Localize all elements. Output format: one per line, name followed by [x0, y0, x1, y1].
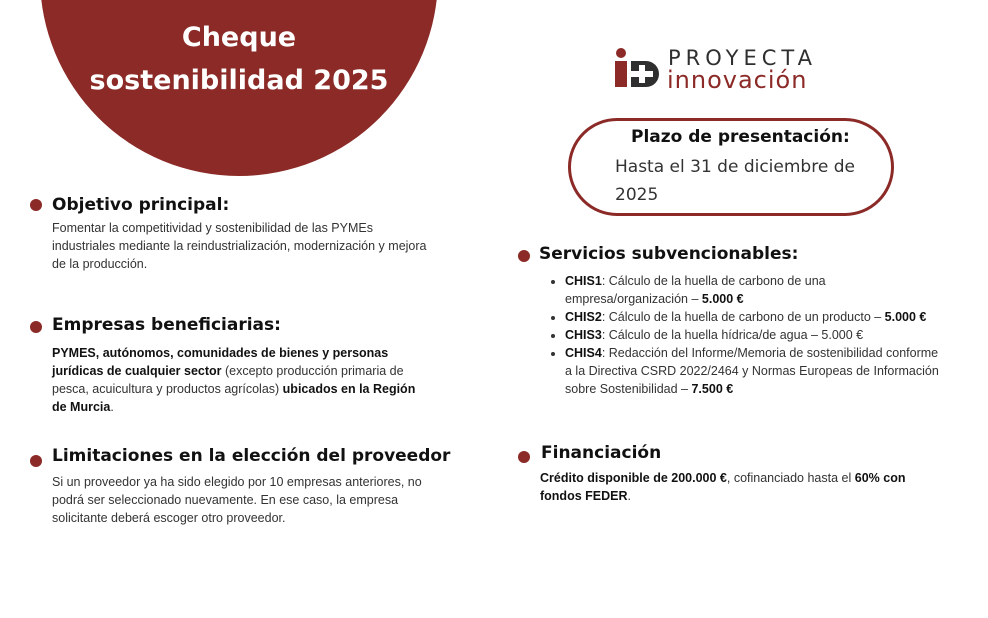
objetivo-heading: Objetivo principal:: [52, 195, 230, 215]
circle-bullet-icon: [518, 250, 530, 262]
circle-bullet-icon: [30, 199, 42, 211]
circle-bullet-icon: [518, 451, 530, 463]
servicio-code: CHIS4: [565, 346, 602, 360]
financiacion-text-2: .: [627, 489, 631, 503]
servicio-code: CHIS3: [565, 328, 602, 342]
deadline-heading: Plazo de presentación:: [631, 127, 850, 147]
list-item: [565, 272, 940, 308]
objetivo-body: Fomentar la competitividad y sostenibilidad de las PYMEs industriales mediante la reindustrialización, modernización y mejora de la producción.: [52, 221, 427, 271]
list-item: [565, 326, 940, 344]
logo-text-top: PROYECTA: [668, 46, 817, 70]
page-title-line1: Cheque: [181, 22, 297, 53]
list-item: [565, 344, 940, 398]
servicios-heading: Servicios subvencionables:: [539, 244, 799, 264]
servicio-text: : Cálculo de la huella hídrica/de agua – 5.000 €: [601, 328, 864, 342]
servicio-amount: 5.000 €: [701, 292, 744, 306]
financiacion-body: [540, 469, 930, 505]
financiacion-heading: Financiación: [541, 443, 662, 463]
proyecta-logo-icon: [612, 46, 662, 92]
financiacion-bold-1: Crédito disponible de 200.000 €: [540, 471, 727, 485]
servicio-text: : Cálculo de la huella de carbono de una empresa/organización –: [565, 274, 826, 306]
limitaciones-heading: Limitaciones en la elección del proveedor: [52, 446, 451, 466]
empresas-body-text-1: (excepto producción primaria de pesca, acuicultura y productos agrícolas): [52, 364, 404, 396]
empresas-body-text-2: .: [110, 400, 114, 414]
servicios-list: [550, 272, 940, 398]
servicio-code: CHIS2: [565, 310, 602, 324]
list-item: [565, 308, 940, 326]
deadline-text: Hasta el 31 de diciembre de 2025: [615, 157, 855, 205]
logo-text-bottom: innovación: [667, 66, 808, 94]
circle-bullet-icon: [30, 321, 42, 333]
financiacion-text-1: , cofinanciado hasta el: [726, 471, 855, 485]
proyecta-innovacion-logo: [612, 46, 842, 96]
servicio-text: : Redacción del Informe/Memoria de sostenibilidad conforme a la Directiva CSRD 2022/2464 y Normas Europeas de Información sobre Sostenibilidad –: [565, 346, 939, 396]
page-title-line2: sostenibilidad 2025: [89, 65, 389, 96]
empresas-heading: Empresas beneficiarias:: [52, 315, 281, 335]
limitaciones-body: Si un proveedor ya ha sido elegido por 10 empresas anteriores, no podrá ser seleccionado nuevamente. En ese caso, la empresa solicitante deberá escoger otro proveedor.: [52, 475, 422, 525]
empresas-body-bold-2: ubicados en la Región de Murcia: [52, 382, 416, 414]
deadline-box: [568, 118, 894, 216]
servicio-amount: 7.500 €: [691, 382, 734, 396]
financiacion-bold-2: 60% con fondos FEDER: [540, 471, 906, 503]
empresas-body: [52, 344, 432, 416]
page-title: [40, 16, 438, 102]
servicio-text: : Cálculo de la huella de carbono de un producto –: [601, 310, 885, 324]
circle-bullet-icon: [30, 455, 42, 467]
servicio-amount: 5.000 €: [884, 310, 927, 324]
empresas-body-bold-1: PYMES, autónomos, comunidades de bienes y personas jurídicas de cualquier sector: [52, 346, 389, 378]
servicio-code: CHIS1: [565, 274, 602, 288]
